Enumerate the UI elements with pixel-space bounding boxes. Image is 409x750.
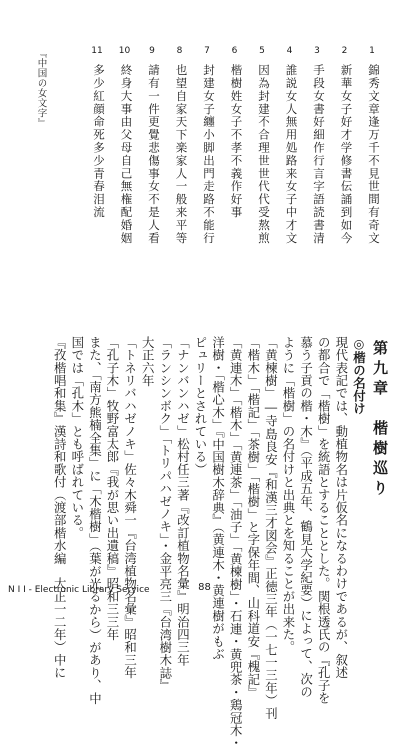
manuscript-line-number: 5	[259, 46, 265, 56]
body-line: 「ナンバンハゼ」松村任三著『改訂植物名彙』明治四三年	[175, 336, 191, 667]
body-line: 「トネリバハゼノキ」佐々木舜一『台湾植物名彙』昭和三年	[122, 336, 138, 679]
manuscript-line-number: 4	[286, 46, 293, 56]
manuscript-line-number: 6	[231, 46, 238, 56]
manuscript-line-number: 10	[118, 46, 131, 56]
manuscript-line-number: 1	[369, 46, 375, 56]
manuscript-line: 因為封建不合理世世代代受熬煎	[257, 64, 271, 245]
body-line: 「孔子木」牧野富太郎『我が思い出遺稿』昭和三三年	[105, 336, 120, 641]
manuscript-line: 手段女書好細作行言字語読書清	[312, 64, 326, 245]
manuscript-line-number: 2	[341, 46, 348, 56]
running-head: 『中国の女文字』	[35, 48, 47, 128]
manuscript-line: 誰説女人無用処路来女子中才文	[284, 64, 299, 245]
manuscript-line: 錦秀文章逢万千不見世間有奇文	[367, 64, 381, 245]
body-line: また、「南方熊楠全集」に「木楷樹」（葉が光るから）があり、中	[87, 336, 103, 705]
manuscript-line: 也望自家天下楽家人一般来平等	[174, 64, 189, 245]
manuscript-line-number: 9	[149, 46, 155, 56]
manuscript-line: 楷樹姓女子不孝不義作好事	[229, 64, 244, 219]
body-line: 『孜楷唱和集』漢詩和歌付（渡部楷水編 大正一二年）中に	[52, 336, 68, 679]
body-line: 「ランシンボク」「トリパハゼノキ」・金平亮三『台湾樹木誌』	[157, 336, 173, 692]
manuscript-line: 多少紅顔命死多少青春泪流	[92, 64, 106, 219]
body-line: 「楷木」「楷記」「茶樹」「楷樹」と字保年間、山科道安『槐記』	[245, 336, 261, 699]
body-line: 国では「孔木」とも呼ばれている。	[69, 336, 85, 540]
body-line: ように「楷樹」の名付けと出典とを知ることが出来た。	[281, 336, 296, 654]
manuscript-line: 終身大事由父母自己無権配婚姻	[119, 64, 134, 245]
manuscript-line: 封建女子纏小脚出門走路不能行	[202, 64, 216, 245]
body-line: ピュリーとされている）	[193, 336, 208, 476]
manuscript-line-number: 11	[91, 46, 103, 56]
manuscript-line: 新華女子好才学修書伝誦到如今	[339, 64, 354, 245]
body-line: 大正六年	[140, 336, 156, 387]
page-number: 88	[198, 582, 211, 593]
footnote: N I I - Electronic Library Service	[8, 585, 150, 595]
manuscript-line-number: 8	[176, 46, 183, 56]
manuscript-line-number: 7	[204, 46, 210, 56]
section-heading: ◎楷の名付け	[351, 336, 367, 415]
manuscript-line-number: 3	[314, 46, 320, 56]
body-line: の都合で「楷樹」を統語とすることとした。関根透氏の『孔子を	[316, 336, 332, 705]
body-line: 慕う子貢の楷・木』（平成五年、鶴見大学紀要）によって、次の	[298, 336, 314, 699]
body-line: 「黄楝樹」―寺島良安『和漢三才図会』正徳三年（一七一三年）刊	[263, 336, 279, 720]
body-line: 洋樹・「楷心木」『中国樹木辞典』（黄連木・黄連樹がもぶ	[210, 336, 226, 661]
manuscript-line: 請有一件更覺悲傷事女不是人看	[147, 64, 161, 245]
body-line: 「黄連木」「楷木」「黄連茶」「油子」「黄楝樹」・石連・黄兜茶・鶏冠木・	[228, 336, 244, 750]
body-line: 現代表記では、動植物名は片仮名になるわけであるが、叙述	[333, 336, 349, 679]
chapter-title: 第九章 楷樹巡り	[371, 340, 389, 500]
